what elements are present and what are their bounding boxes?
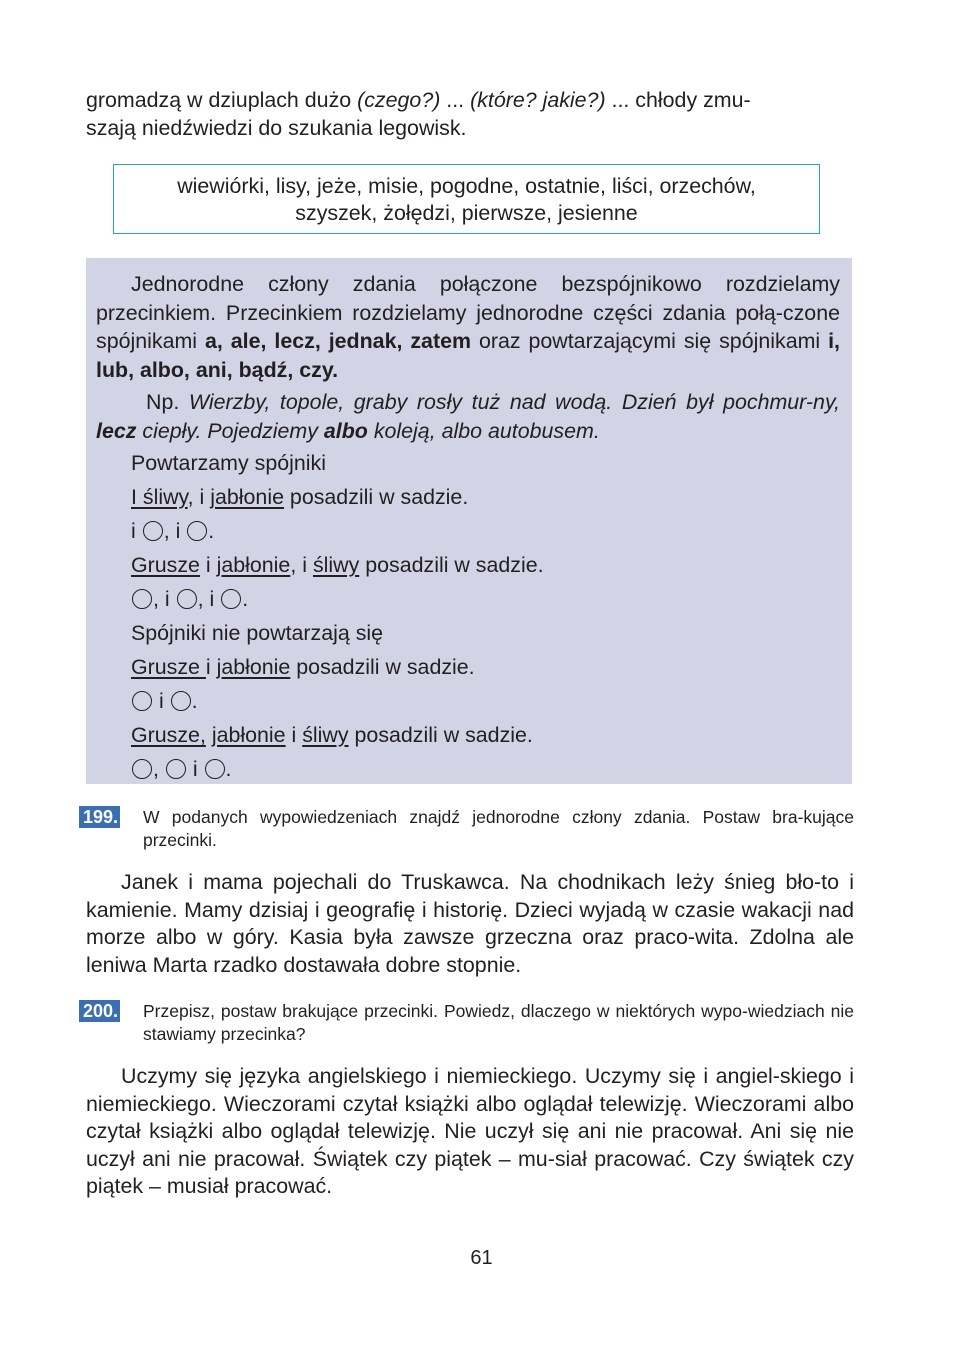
- circle-icon: [171, 691, 191, 711]
- intro-text: gromadzą w dziuplach dużo: [86, 88, 358, 112]
- example-bold: albo: [323, 418, 368, 443]
- rule-example: [96, 388, 840, 445]
- exercise-instruction: Przepisz, postaw brakujące przecinki. Powiedz, dlaczego w niektórych wypo-wiedziach nie stawiamy przecinka?: [143, 1001, 854, 1044]
- page-number: 61: [470, 1247, 493, 1269]
- question-hint: (czego?): [357, 88, 441, 112]
- rule-heading-not-repeated: Spójniki nie powtarzają się: [131, 621, 384, 645]
- word-bank-box: [113, 164, 820, 234]
- pattern-text: i: [186, 757, 204, 781]
- circle-icon: [132, 691, 152, 711]
- exercise-number-badge: 200.: [79, 1000, 120, 1022]
- intro-gap: ...: [440, 88, 471, 112]
- exercise-paragraph: Janek i mama pojechali do Truskawca. Na chodnikach leży śnieg bło-to i kamienie. Mamy dzisiaj i geografię i historię. Dzieci wyjadą w czasie wakacji nad morze albo w góry. Kasia była zawsze grzeczna oraz praco-wita. Zdolna ale leniwa Marta rzadko dostawała dobre stopnie.: [86, 870, 854, 977]
- circle-icon: [205, 759, 225, 779]
- sentence-text: i: [199, 553, 217, 577]
- rule-paragraph: [96, 270, 840, 384]
- sentence-4: [131, 721, 840, 750]
- rule-text: Jednorodne człony zdania połączone bezspójnikowo rozdzielamy przecinkiem. Przecinkiem rozdzielamy jednorodne części zdania połą-czone spójnikami: [96, 272, 840, 353]
- intro-paragraph: [86, 87, 854, 142]
- example-text: koleją, albo autobusem.: [367, 418, 600, 443]
- word-bank-line-1: wiewiórki, lisy, jeże, misie, pogodne, ostatnie, liści, orzechów,: [177, 174, 756, 198]
- rule-heading-repeated: Powtarzamy spójniki: [131, 451, 326, 475]
- circle-icon: [187, 521, 207, 541]
- exercise-199-instruction: [79, 806, 854, 851]
- intro-line-1: [86, 87, 854, 115]
- rule-text: oraz powtarzającymi się spójnikami: [471, 329, 829, 353]
- underlined-word: I śliwy: [131, 485, 188, 509]
- underlined-word: śliwy: [312, 553, 360, 577]
- underlined-word: Grusze: [131, 553, 200, 577]
- pattern-3: [131, 687, 840, 716]
- sentence-text: posadzili w sadzie.: [348, 723, 533, 747]
- underlined-word: jabłonie: [216, 655, 291, 679]
- exercise-instruction: W podanych wypowiedzeniach znajdź jednorodne człony zdania. Postaw bra-kujące przecinki.: [143, 807, 854, 850]
- grammar-rule-box: [86, 258, 852, 784]
- example-text: ciepły. Pojedziemy: [136, 418, 324, 443]
- underlined-word: śliwy: [302, 723, 349, 747]
- question-hint: (które? jakie?): [470, 88, 606, 112]
- conjunctions-list-2: i, lub, albo, ani, bądź, czy.: [96, 329, 840, 382]
- circle-icon: [177, 589, 197, 609]
- pattern-text: i: [153, 689, 170, 713]
- pattern-text: .: [191, 689, 198, 713]
- example-bold: lecz: [96, 418, 137, 443]
- sentence-text: posadzili w sadzie.: [290, 655, 475, 679]
- circle-icon: [166, 759, 186, 779]
- example-text: Wierzby, topole, graby rosły tuż nad wodą. Dzień był pochmur-ny,: [188, 390, 840, 414]
- underlined-word: jabłonie: [210, 485, 284, 509]
- pattern-1: [131, 517, 840, 546]
- pattern-text: .: [225, 757, 232, 781]
- pattern-text: i: [131, 519, 142, 543]
- pattern-text: , i: [163, 519, 187, 543]
- pattern-4: [131, 755, 840, 784]
- underlined-word: Grusze,: [131, 723, 206, 747]
- sentence-2: [131, 551, 840, 580]
- pattern-text: , i: [153, 587, 176, 611]
- intro-line-2: szają niedźwiedzi do szukania legowisk.: [86, 115, 467, 140]
- pattern-text: .: [208, 519, 215, 543]
- underlined-word: Grusze: [131, 655, 206, 679]
- sentence-text: , i: [290, 553, 313, 577]
- exercise-paragraph: Uczymy się języka angielskiego i niemieckiego. Uczymy się i angiel-skiego i niemieckiego. Wieczorami czytał książki albo oglądał telewizję. Wieczorami albo czytał książki albo oglądał telewizję. Nie uczył się ani nie pracował. Ani się nie uczył ani nie pracował. Świątek czy piątek – mu-siał pracować. Czy świątek czy piątek – musiał pracować.: [86, 1064, 854, 1198]
- pattern-2: [131, 585, 840, 614]
- exercise-199-text: [86, 869, 854, 979]
- underlined-word: jabłonie: [216, 553, 291, 577]
- sentence-text: i: [205, 655, 217, 679]
- sentence-3: [131, 653, 840, 682]
- pattern-text: ,: [153, 757, 165, 781]
- circle-icon: [221, 589, 241, 609]
- sentence-1: [131, 483, 840, 512]
- word-bank-line-2: szyszek, żołędzi, pierwsze, jesienne: [295, 201, 638, 225]
- sentence-text: i: [285, 723, 303, 747]
- pattern-text: .: [242, 587, 249, 611]
- circle-icon: [132, 759, 152, 779]
- sentence-text: posadzili w sadzie.: [359, 553, 544, 577]
- exercise-200-text: [86, 1063, 854, 1201]
- exercise-number-badge: 199.: [79, 806, 120, 828]
- underlined-word: jabłonie: [211, 723, 286, 747]
- conjunctions-list-1: a, ale, lecz, jednak, zatem: [205, 329, 471, 353]
- exercise-200-instruction: [79, 1000, 854, 1045]
- sentence-text: posadzili w sadzie.: [283, 485, 469, 509]
- circle-icon: [132, 589, 152, 609]
- intro-text: ... chłody zmu-: [605, 88, 751, 112]
- pattern-text: , i: [197, 587, 221, 611]
- example-prefix: Np.: [146, 390, 189, 414]
- circle-icon: [143, 521, 163, 541]
- sentence-text: , i: [187, 485, 211, 509]
